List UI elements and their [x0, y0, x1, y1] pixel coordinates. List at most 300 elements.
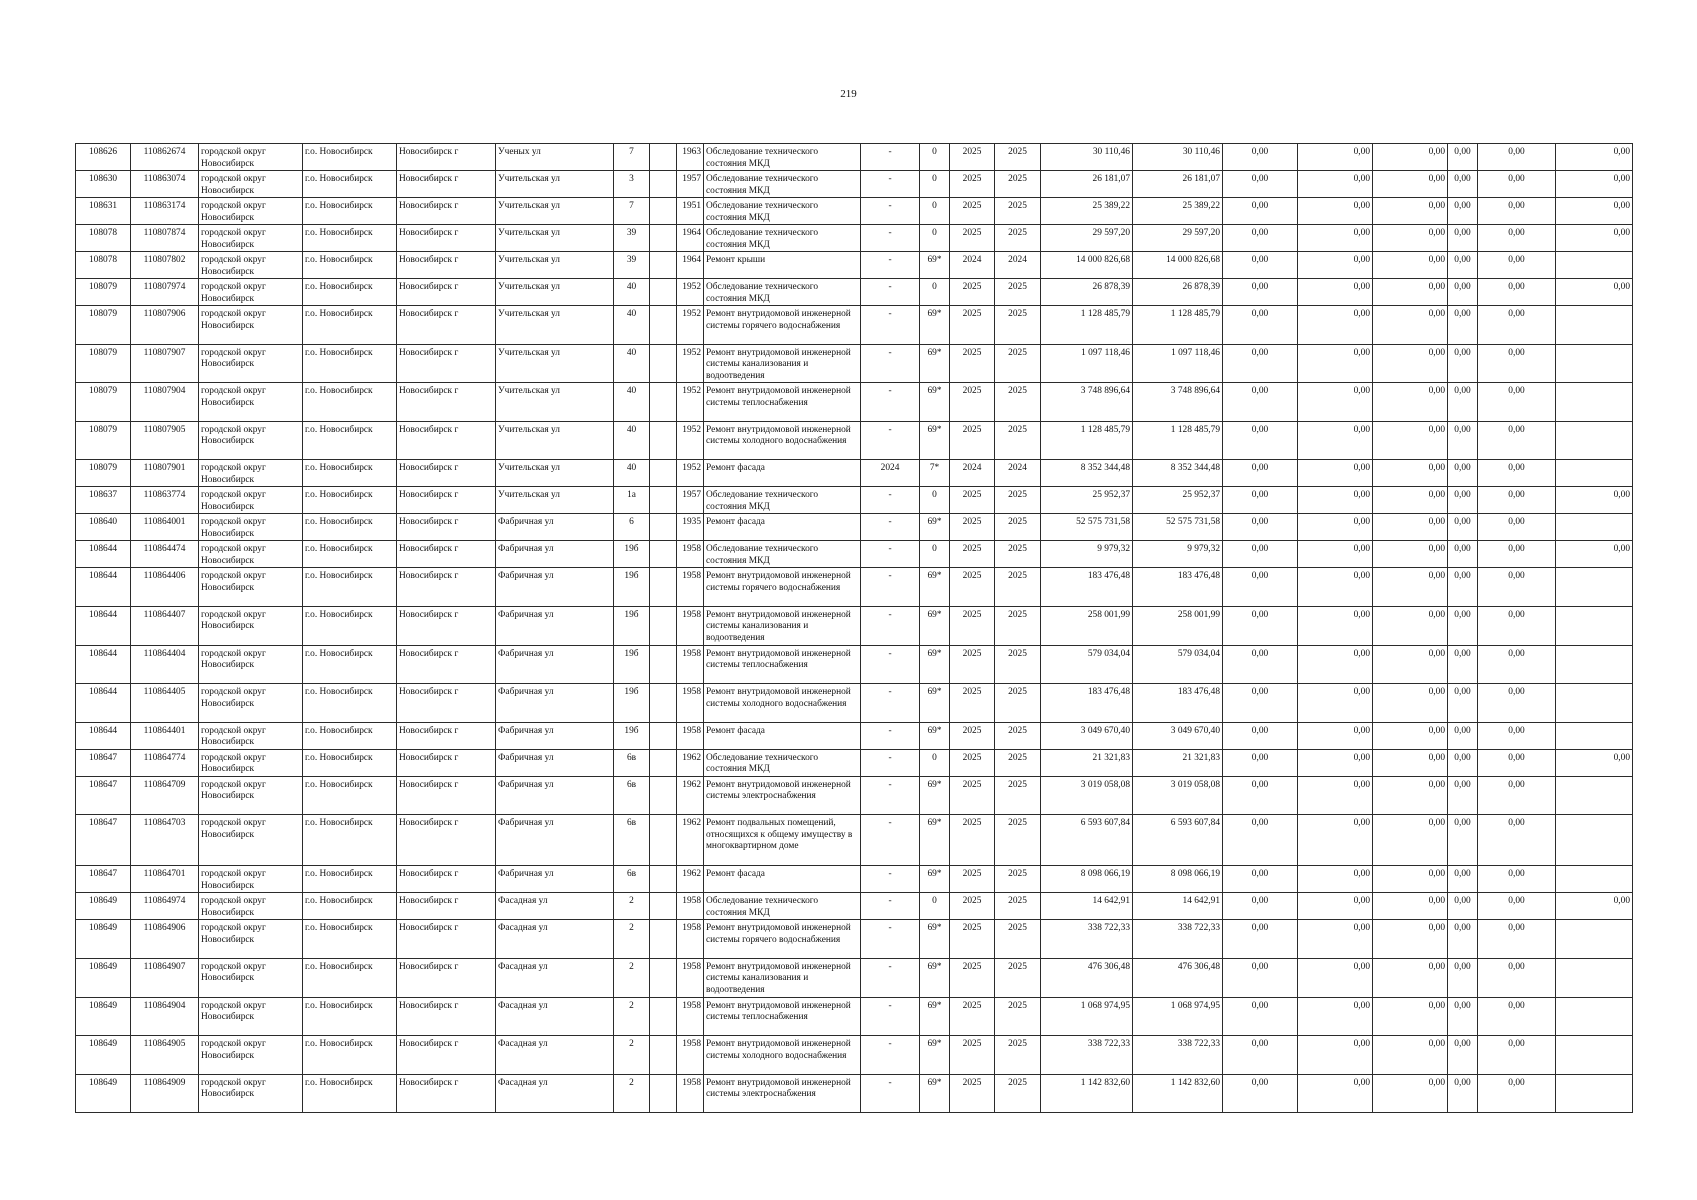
fund-cost-cell: 1 142 832,60 [1133, 1074, 1223, 1113]
table-row [76, 606, 1633, 645]
regional-cell: 0,00 [1298, 749, 1373, 776]
building-cell [650, 252, 677, 279]
local-cell: 0,00 [1373, 487, 1448, 514]
end-year-cell: 2024 [995, 252, 1041, 279]
work-type-cell: Ремонт внутридомовой инженерной системы канализования и водоотведения [704, 606, 861, 645]
fund-cost-cell: 183 476,48 [1133, 684, 1223, 723]
house-id-cell: 108647 [76, 866, 131, 893]
other-cell: 0,00 [1448, 958, 1478, 997]
regional-cell: 0,00 [1298, 1074, 1373, 1113]
municipality-cell: г.о. Новосибирск [303, 1074, 397, 1113]
federal-cell: 0,00 [1223, 958, 1298, 997]
locality-cell: Новосибирск г [397, 893, 496, 920]
locality-cell: Новосибирск г [397, 568, 496, 607]
local-cell: 0,00 [1373, 144, 1448, 171]
street-cell: Учительская ул [496, 487, 614, 514]
year-built-cell: 1951 [677, 198, 704, 225]
district-cell: городской округ Новосибирск [199, 198, 303, 225]
regional-cell: 0,00 [1298, 344, 1373, 383]
work-id-cell: 110864406 [131, 568, 199, 607]
end-year-cell: 2025 [995, 421, 1041, 460]
start-year-cell: 2025 [950, 815, 995, 866]
prev-year-cell: - [861, 171, 920, 198]
owners-cell: 0,00 [1478, 684, 1556, 723]
federal-cell: 0,00 [1223, 1074, 1298, 1113]
house-id-cell: 108637 [76, 487, 131, 514]
year-built-cell: 1958 [677, 997, 704, 1036]
municipality-cell: г.о. Новосибирск [303, 171, 397, 198]
house-number-cell: 7 [614, 144, 650, 171]
owners-cell: 0,00 [1478, 776, 1556, 815]
house-number-cell: 19б [614, 606, 650, 645]
total-cost-cell: 52 575 731,58 [1041, 514, 1133, 541]
year-built-cell: 1935 [677, 514, 704, 541]
locality-cell: Новосибирск г [397, 1074, 496, 1113]
federal-cell: 0,00 [1223, 776, 1298, 815]
start-year-cell: 2025 [950, 997, 995, 1036]
owners-cell: 0,00 [1478, 344, 1556, 383]
district-cell: городской округ Новосибирск [199, 749, 303, 776]
extra-cell: 0,00 [1556, 541, 1633, 568]
street-cell: Фабричная ул [496, 684, 614, 723]
federal-cell: 0,00 [1223, 684, 1298, 723]
locality-cell: Новосибирск г [397, 306, 496, 345]
start-year-cell: 2025 [950, 344, 995, 383]
federal-cell: 0,00 [1223, 815, 1298, 866]
fund-cost-cell: 14 642,91 [1133, 893, 1223, 920]
norm-cell: 0 [920, 144, 950, 171]
fund-cost-cell: 476 306,48 [1133, 958, 1223, 997]
total-cost-cell: 1 068 974,95 [1041, 997, 1133, 1036]
building-cell [650, 421, 677, 460]
other-cell: 0,00 [1448, 1074, 1478, 1113]
end-year-cell: 2025 [995, 815, 1041, 866]
regional-cell: 0,00 [1298, 460, 1373, 487]
district-cell: городской округ Новосибирск [199, 1074, 303, 1113]
norm-cell: 0 [920, 198, 950, 225]
municipality-cell: г.о. Новосибирск [303, 306, 397, 345]
work-type-cell: Ремонт внутридомовой инженерной системы электроснабжения [704, 1074, 861, 1113]
year-built-cell: 1964 [677, 225, 704, 252]
federal-cell: 0,00 [1223, 1036, 1298, 1075]
other-cell: 0,00 [1448, 684, 1478, 723]
building-cell [650, 514, 677, 541]
local-cell: 0,00 [1373, 1074, 1448, 1113]
owners-cell: 0,00 [1478, 541, 1556, 568]
end-year-cell: 2025 [995, 383, 1041, 422]
other-cell: 0,00 [1448, 514, 1478, 541]
local-cell: 0,00 [1373, 815, 1448, 866]
fund-cost-cell: 26 181,07 [1133, 171, 1223, 198]
other-cell: 0,00 [1448, 344, 1478, 383]
end-year-cell: 2025 [995, 225, 1041, 252]
total-cost-cell: 14 000 826,68 [1041, 252, 1133, 279]
house-id-cell: 108078 [76, 225, 131, 252]
federal-cell: 0,00 [1223, 568, 1298, 607]
street-cell: Фабричная ул [496, 645, 614, 684]
work-type-cell: Ремонт фасада [704, 514, 861, 541]
work-type-cell: Ремонт внутридомовой инженерной системы горячего водоснабжения [704, 568, 861, 607]
year-built-cell: 1952 [677, 344, 704, 383]
year-built-cell: 1958 [677, 568, 704, 607]
prev-year-cell: - [861, 815, 920, 866]
year-built-cell: 1958 [677, 645, 704, 684]
start-year-cell: 2025 [950, 684, 995, 723]
end-year-cell: 2025 [995, 920, 1041, 959]
end-year-cell: 2025 [995, 568, 1041, 607]
start-year-cell: 2025 [950, 198, 995, 225]
municipality-cell: г.о. Новосибирск [303, 487, 397, 514]
local-cell: 0,00 [1373, 344, 1448, 383]
fund-cost-cell: 14 000 826,68 [1133, 252, 1223, 279]
work-type-cell: Ремонт внутридомовой инженерной системы канализования и водоотведения [704, 344, 861, 383]
house-id-cell: 108649 [76, 997, 131, 1036]
house-number-cell: 6в [614, 815, 650, 866]
table-row [76, 421, 1633, 460]
work-id-cell: 110864909 [131, 1074, 199, 1113]
end-year-cell: 2025 [995, 541, 1041, 568]
local-cell: 0,00 [1373, 776, 1448, 815]
extra-cell [1556, 460, 1633, 487]
extra-cell: 0,00 [1556, 279, 1633, 306]
building-cell [650, 1036, 677, 1075]
municipality-cell: г.о. Новосибирск [303, 279, 397, 306]
owners-cell: 0,00 [1478, 460, 1556, 487]
regional-cell: 0,00 [1298, 383, 1373, 422]
regional-cell: 0,00 [1298, 541, 1373, 568]
municipality-cell: г.о. Новосибирск [303, 645, 397, 684]
house-id-cell: 108647 [76, 749, 131, 776]
federal-cell: 0,00 [1223, 306, 1298, 345]
table-row [76, 722, 1633, 749]
total-cost-cell: 26 878,39 [1041, 279, 1133, 306]
table-row [76, 684, 1633, 723]
end-year-cell: 2025 [995, 722, 1041, 749]
extra-cell: 0,00 [1556, 225, 1633, 252]
work-id-cell: 110864774 [131, 749, 199, 776]
building-cell [650, 171, 677, 198]
other-cell: 0,00 [1448, 421, 1478, 460]
table-row [76, 568, 1633, 607]
norm-cell: 69* [920, 645, 950, 684]
owners-cell: 0,00 [1478, 487, 1556, 514]
norm-cell: 0 [920, 541, 950, 568]
year-built-cell: 1958 [677, 606, 704, 645]
start-year-cell: 2025 [950, 171, 995, 198]
owners-cell: 0,00 [1478, 514, 1556, 541]
locality-cell: Новосибирск г [397, 279, 496, 306]
table-row [76, 776, 1633, 815]
house-id-cell: 108649 [76, 920, 131, 959]
fund-cost-cell: 30 110,46 [1133, 144, 1223, 171]
building-cell [650, 144, 677, 171]
district-cell: городской округ Новосибирск [199, 225, 303, 252]
total-cost-cell: 30 110,46 [1041, 144, 1133, 171]
local-cell: 0,00 [1373, 383, 1448, 422]
start-year-cell: 2025 [950, 514, 995, 541]
fund-cost-cell: 183 476,48 [1133, 568, 1223, 607]
start-year-cell: 2025 [950, 144, 995, 171]
district-cell: городской округ Новосибирск [199, 514, 303, 541]
district-cell: городской округ Новосибирск [199, 866, 303, 893]
prev-year-cell: - [861, 568, 920, 607]
work-type-cell: Ремонт внутридомовой инженерной системы холодного водоснабжения [704, 421, 861, 460]
house-id-cell: 108079 [76, 306, 131, 345]
regional-cell: 0,00 [1298, 198, 1373, 225]
extra-cell [1556, 252, 1633, 279]
other-cell: 0,00 [1448, 776, 1478, 815]
house-id-cell: 108649 [76, 893, 131, 920]
owners-cell: 0,00 [1478, 893, 1556, 920]
extra-cell [1556, 684, 1633, 723]
extra-cell [1556, 1036, 1633, 1075]
prev-year-cell: - [861, 541, 920, 568]
federal-cell: 0,00 [1223, 645, 1298, 684]
extra-cell [1556, 606, 1633, 645]
total-cost-cell: 29 597,20 [1041, 225, 1133, 252]
table-row [76, 815, 1633, 866]
work-type-cell: Ремонт фасада [704, 722, 861, 749]
street-cell: Фабричная ул [496, 815, 614, 866]
municipality-cell: г.о. Новосибирск [303, 344, 397, 383]
street-cell: Учительская ул [496, 171, 614, 198]
regional-cell: 0,00 [1298, 306, 1373, 345]
work-id-cell: 110807906 [131, 306, 199, 345]
house-id-cell: 108647 [76, 815, 131, 866]
locality-cell: Новосибирск г [397, 421, 496, 460]
house-id-cell: 108626 [76, 144, 131, 171]
other-cell: 0,00 [1448, 1036, 1478, 1075]
year-built-cell: 1952 [677, 306, 704, 345]
year-built-cell: 1962 [677, 776, 704, 815]
extra-cell [1556, 997, 1633, 1036]
extra-cell [1556, 815, 1633, 866]
house-number-cell: 40 [614, 344, 650, 383]
end-year-cell: 2025 [995, 645, 1041, 684]
municipality-cell: г.о. Новосибирск [303, 225, 397, 252]
total-cost-cell: 338 722,33 [1041, 1036, 1133, 1075]
table-row [76, 958, 1633, 997]
house-number-cell: 2 [614, 1074, 650, 1113]
table-row [76, 460, 1633, 487]
fund-cost-cell: 3 748 896,64 [1133, 383, 1223, 422]
local-cell: 0,00 [1373, 997, 1448, 1036]
start-year-cell: 2025 [950, 487, 995, 514]
start-year-cell: 2025 [950, 421, 995, 460]
district-cell: городской округ Новосибирск [199, 144, 303, 171]
end-year-cell: 2025 [995, 684, 1041, 723]
year-built-cell: 1962 [677, 749, 704, 776]
building-cell [650, 541, 677, 568]
regional-cell: 0,00 [1298, 421, 1373, 460]
house-number-cell: 19б [614, 568, 650, 607]
district-cell: городской округ Новосибирск [199, 893, 303, 920]
street-cell: Фасадная ул [496, 1036, 614, 1075]
building-cell [650, 645, 677, 684]
building-cell [650, 997, 677, 1036]
extra-cell: 0,00 [1556, 144, 1633, 171]
prev-year-cell: - [861, 198, 920, 225]
year-built-cell: 1957 [677, 487, 704, 514]
total-cost-cell: 3 049 670,40 [1041, 722, 1133, 749]
building-cell [650, 279, 677, 306]
year-built-cell: 1958 [677, 920, 704, 959]
local-cell: 0,00 [1373, 866, 1448, 893]
norm-cell: 0 [920, 279, 950, 306]
norm-cell: 69* [920, 252, 950, 279]
street-cell: Фабричная ул [496, 514, 614, 541]
owners-cell: 0,00 [1478, 645, 1556, 684]
locality-cell: Новосибирск г [397, 776, 496, 815]
norm-cell: 69* [920, 568, 950, 607]
house-id-cell: 108649 [76, 958, 131, 997]
regional-cell: 0,00 [1298, 645, 1373, 684]
owners-cell: 0,00 [1478, 866, 1556, 893]
locality-cell: Новосибирск г [397, 997, 496, 1036]
extra-cell: 0,00 [1556, 893, 1633, 920]
norm-cell: 69* [920, 722, 950, 749]
owners-cell: 0,00 [1478, 144, 1556, 171]
local-cell: 0,00 [1373, 541, 1448, 568]
house-number-cell: 40 [614, 306, 650, 345]
building-cell [650, 866, 677, 893]
prev-year-cell: - [861, 344, 920, 383]
local-cell: 0,00 [1373, 252, 1448, 279]
other-cell: 0,00 [1448, 144, 1478, 171]
regional-cell: 0,00 [1298, 722, 1373, 749]
locality-cell: Новосибирск г [397, 487, 496, 514]
extra-cell [1556, 344, 1633, 383]
regional-cell: 0,00 [1298, 225, 1373, 252]
owners-cell: 0,00 [1478, 279, 1556, 306]
owners-cell: 0,00 [1478, 722, 1556, 749]
local-cell: 0,00 [1373, 722, 1448, 749]
municipality-cell: г.о. Новосибирск [303, 866, 397, 893]
work-id-cell: 110864905 [131, 1036, 199, 1075]
work-type-cell: Ремонт крыши [704, 252, 861, 279]
building-cell [650, 460, 677, 487]
table-row [76, 893, 1633, 920]
house-number-cell: 40 [614, 279, 650, 306]
regional-cell: 0,00 [1298, 893, 1373, 920]
house-id-cell: 108079 [76, 344, 131, 383]
prev-year-cell: - [861, 225, 920, 252]
local-cell: 0,00 [1373, 1036, 1448, 1075]
year-built-cell: 1963 [677, 144, 704, 171]
start-year-cell: 2025 [950, 866, 995, 893]
work-id-cell: 110807904 [131, 383, 199, 422]
norm-cell: 69* [920, 776, 950, 815]
work-id-cell: 110864001 [131, 514, 199, 541]
total-cost-cell: 6 593 607,84 [1041, 815, 1133, 866]
house-number-cell: 19б [614, 684, 650, 723]
extra-cell: 0,00 [1556, 198, 1633, 225]
end-year-cell: 2025 [995, 749, 1041, 776]
regional-cell: 0,00 [1298, 920, 1373, 959]
total-cost-cell: 183 476,48 [1041, 568, 1133, 607]
federal-cell: 0,00 [1223, 171, 1298, 198]
table-row [76, 383, 1633, 422]
street-cell: Учительская ул [496, 279, 614, 306]
start-year-cell: 2025 [950, 279, 995, 306]
other-cell: 0,00 [1448, 645, 1478, 684]
norm-cell: 69* [920, 866, 950, 893]
norm-cell: 69* [920, 997, 950, 1036]
regional-cell: 0,00 [1298, 514, 1373, 541]
total-cost-cell: 1 128 485,79 [1041, 306, 1133, 345]
prev-year-cell: - [861, 1036, 920, 1075]
start-year-cell: 2025 [950, 1036, 995, 1075]
work-id-cell: 110863074 [131, 171, 199, 198]
locality-cell: Новосибирск г [397, 1036, 496, 1075]
street-cell: Фабричная ул [496, 722, 614, 749]
work-id-cell: 110864407 [131, 606, 199, 645]
year-built-cell: 1952 [677, 383, 704, 422]
house-id-cell: 108644 [76, 684, 131, 723]
federal-cell: 0,00 [1223, 997, 1298, 1036]
street-cell: Фабричная ул [496, 541, 614, 568]
house-number-cell: 6в [614, 749, 650, 776]
district-cell: городской округ Новосибирск [199, 460, 303, 487]
district-cell: городской округ Новосибирск [199, 606, 303, 645]
year-built-cell: 1962 [677, 815, 704, 866]
work-type-cell: Обследование технического состояния МКД [704, 144, 861, 171]
prev-year-cell: - [861, 252, 920, 279]
table-body [76, 144, 1633, 1113]
work-type-cell: Обследование технического состояния МКД [704, 487, 861, 514]
district-cell: городской округ Новосибирск [199, 645, 303, 684]
work-id-cell: 110807974 [131, 279, 199, 306]
owners-cell: 0,00 [1478, 252, 1556, 279]
regional-cell: 0,00 [1298, 171, 1373, 198]
street-cell: Учительская ул [496, 344, 614, 383]
federal-cell: 0,00 [1223, 487, 1298, 514]
street-cell: Фабричная ул [496, 606, 614, 645]
extra-cell [1556, 514, 1633, 541]
owners-cell: 0,00 [1478, 198, 1556, 225]
other-cell: 0,00 [1448, 383, 1478, 422]
table-row [76, 252, 1633, 279]
locality-cell: Новосибирск г [397, 198, 496, 225]
total-cost-cell: 25 952,37 [1041, 487, 1133, 514]
municipality-cell: г.о. Новосибирск [303, 893, 397, 920]
house-id-cell: 108644 [76, 541, 131, 568]
local-cell: 0,00 [1373, 893, 1448, 920]
regional-cell: 0,00 [1298, 958, 1373, 997]
end-year-cell: 2025 [995, 514, 1041, 541]
street-cell: Учительская ул [496, 252, 614, 279]
house-number-cell: 19б [614, 722, 650, 749]
locality-cell: Новосибирск г [397, 866, 496, 893]
total-cost-cell: 26 181,07 [1041, 171, 1133, 198]
end-year-cell: 2025 [995, 144, 1041, 171]
regional-cell: 0,00 [1298, 606, 1373, 645]
street-cell: Фабричная ул [496, 568, 614, 607]
municipality-cell: г.о. Новосибирск [303, 568, 397, 607]
street-cell: Учительская ул [496, 306, 614, 345]
year-built-cell: 1958 [677, 722, 704, 749]
regional-cell: 0,00 [1298, 487, 1373, 514]
district-cell: городской округ Новосибирск [199, 997, 303, 1036]
work-type-cell: Ремонт внутридомовой инженерной системы теплоснабжения [704, 997, 861, 1036]
municipality-cell: г.о. Новосибирск [303, 815, 397, 866]
table-row [76, 344, 1633, 383]
year-built-cell: 1952 [677, 279, 704, 306]
federal-cell: 0,00 [1223, 541, 1298, 568]
work-id-cell: 110864474 [131, 541, 199, 568]
fund-cost-cell: 21 321,83 [1133, 749, 1223, 776]
norm-cell: 0 [920, 749, 950, 776]
